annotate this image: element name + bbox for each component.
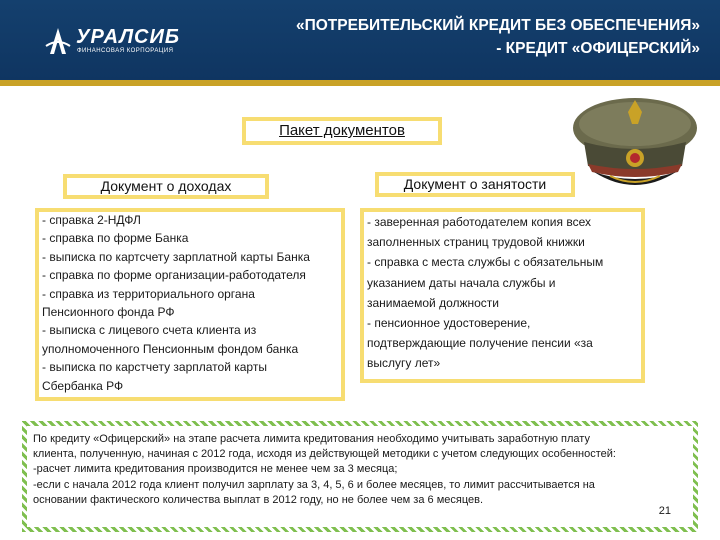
note-line: основании фактического количества выплат в 2012 году, но не более чем за 6 месяцев. (33, 493, 484, 506)
list-item: - справка 2-НДФЛ (42, 213, 141, 227)
list-item: Пенсионного фонда РФ (42, 305, 175, 320)
note-line: клиента, полученную, начиная с 2012 года, исходя из действующей методики с учетом следующих особенностей: (33, 448, 616, 461)
header-accent-strip (0, 80, 720, 86)
logo-name: УРАЛСИБ (76, 26, 181, 48)
list-item: - выписка по картсчету зарплатной карты Банка (42, 249, 310, 264)
military-cap-icon (570, 94, 700, 204)
list-item: выслугу лет» (367, 356, 441, 371)
list-item: - заверенная работодателем копия всех (367, 215, 591, 229)
note-line: -расчет лимита кредитования производится не менее чем за 3 месяца; (33, 463, 398, 476)
note-box (22, 421, 698, 532)
list-item: уполномоченного Пенсионным фондом банка (42, 341, 299, 356)
list-item: занимаемой должности (367, 295, 500, 310)
note-line: -если с начала 2012 года клиент получил зарплату за 3, 4, 5, 6 и более месяцев, то лимит рассчитывается на (33, 478, 595, 491)
list-item: - пенсионное удостоверение, (367, 316, 531, 331)
list-item: указанием даты начала службы и (367, 275, 556, 290)
page-title (180, 14, 700, 60)
list-item: - справка из территориального органа (42, 286, 255, 301)
note-text (33, 432, 616, 508)
package-label: Пакет документов (279, 122, 405, 139)
uralsib-logo-icon (44, 26, 72, 56)
list-item: - справка с места службы с обязательным (367, 255, 604, 270)
list-item: заполненных страниц трудовой книжки (367, 235, 585, 250)
package-heading (242, 117, 442, 145)
employment-list (367, 212, 603, 374)
header-bar (0, 0, 720, 80)
income-list (42, 211, 310, 395)
list-item: - выписка с лицевого счета клиента из (42, 323, 257, 338)
title-line-2: - КРЕДИТ «ОФИЦЕРСКИЙ» (496, 40, 700, 57)
employment-heading: Документ о занятости (375, 172, 575, 197)
logo-subtitle: ФИНАНСОВАЯ КОРПОРАЦИЯ (77, 48, 174, 54)
title-line-1: «ПОТРЕБИТЕЛЬСКИЙ КРЕДИТ БЕЗ ОБЕСПЕЧЕНИЯ» (295, 17, 700, 34)
list-item: - выписка по карстчету зарплатой карты (42, 360, 267, 375)
income-heading: Документ о доходах (63, 174, 269, 199)
list-item: - справка по форме организации-работодателя (42, 268, 306, 283)
list-item: Сбербанка РФ (42, 378, 124, 393)
page-number: 21 (658, 505, 671, 517)
list-item: - справка по форме Банка (42, 231, 189, 246)
note-line: По кредиту «Офицерский» на этапе расчета лимита кредитования необходимо учитывать заработную плату (33, 433, 590, 445)
list-item: подтверждающие получение пенсии «за (367, 336, 593, 351)
